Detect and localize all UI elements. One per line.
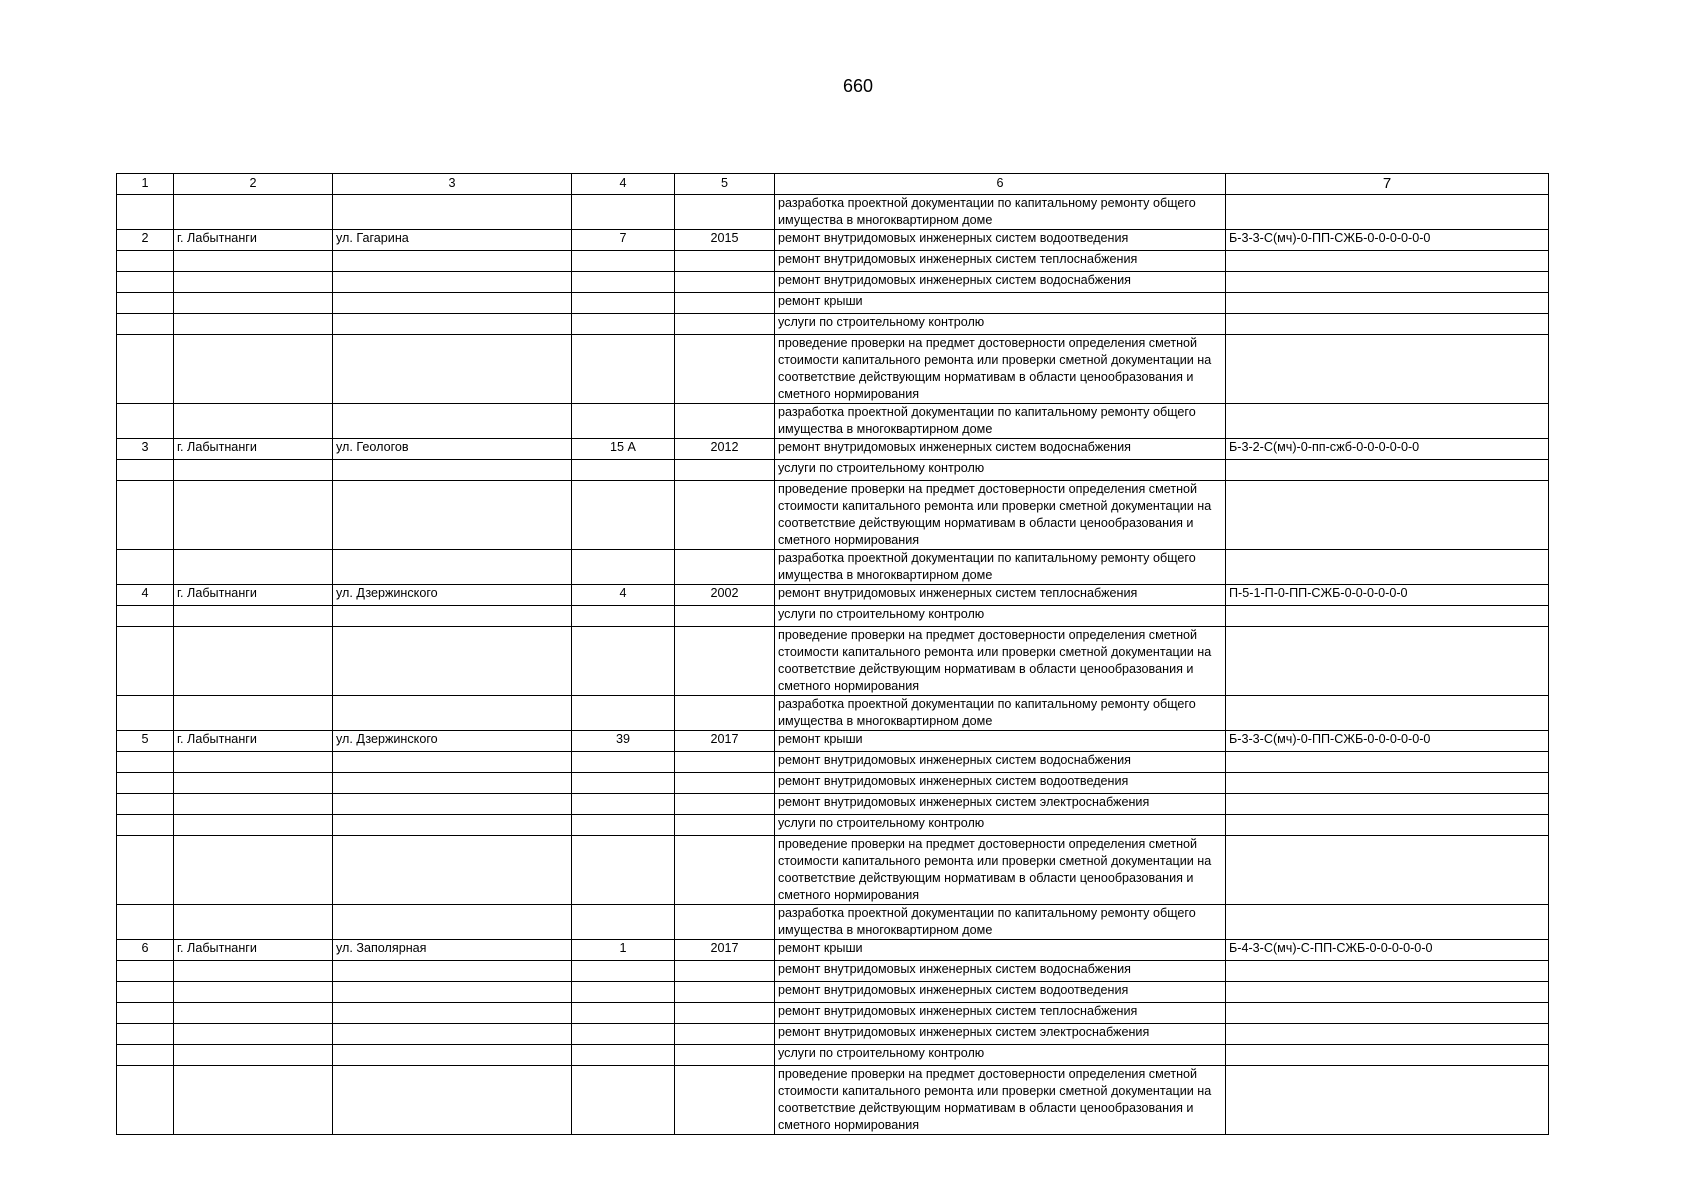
house-number-cell <box>572 794 675 815</box>
house-number-cell <box>572 481 675 550</box>
row-number-cell <box>117 272 174 293</box>
house-number-cell <box>572 404 675 439</box>
house-number-cell <box>572 195 675 230</box>
street-cell <box>333 982 572 1003</box>
city-cell <box>174 982 333 1003</box>
work-type-cell: проведение проверки на предмет достоверности определения сметной стоимости капитального ремонта или проверки сметной документации на соответствие действующим нормативам в области ценообразования и сметного нормирования <box>775 1066 1226 1135</box>
street-cell <box>333 794 572 815</box>
house-number-cell <box>572 293 675 314</box>
city-cell <box>174 293 333 314</box>
street-cell <box>333 404 572 439</box>
row-number-cell <box>117 606 174 627</box>
year-cell <box>675 272 775 293</box>
row-number-cell: 4 <box>117 585 174 606</box>
house-code-cell <box>1226 550 1549 585</box>
table-row <box>117 696 1549 731</box>
work-type-cell: ремонт внутридомовых инженерных систем водоснабжения <box>775 961 1226 982</box>
work-type-cell: услуги по строительному контролю <box>775 606 1226 627</box>
row-number-cell <box>117 195 174 230</box>
page-number: 660 <box>842 76 874 96</box>
street-cell <box>333 905 572 940</box>
row-number-cell <box>117 627 174 696</box>
city-cell: г. Лабытнанги <box>174 731 333 752</box>
street-cell: ул. Гагарина <box>333 230 572 251</box>
house-number-cell <box>572 1045 675 1066</box>
table-row <box>117 1045 1549 1066</box>
city-cell <box>174 314 333 335</box>
year-cell <box>675 773 775 794</box>
row-number-cell <box>117 1003 174 1024</box>
street-cell: ул. Дзержинского <box>333 731 572 752</box>
street-cell <box>333 481 572 550</box>
table-row <box>117 272 1549 293</box>
city-cell <box>174 815 333 836</box>
city-cell <box>174 1045 333 1066</box>
row-number-cell <box>117 335 174 404</box>
row-number-cell <box>117 773 174 794</box>
house-number-cell: 39 <box>572 731 675 752</box>
street-cell <box>333 1066 572 1135</box>
table-header-row <box>117 174 1549 195</box>
row-number-cell <box>117 460 174 481</box>
street-cell <box>333 251 572 272</box>
work-type-cell: разработка проектной документации по капитальному ремонту общего имущества в многоквартирном доме <box>775 905 1226 940</box>
year-cell <box>675 752 775 773</box>
city-cell <box>174 836 333 905</box>
year-cell <box>675 606 775 627</box>
repair-schedule-table <box>116 173 1549 1135</box>
house-number-cell <box>572 1066 675 1135</box>
house-code-cell <box>1226 314 1549 335</box>
city-cell <box>174 195 333 230</box>
work-type-cell: ремонт крыши <box>775 731 1226 752</box>
city-cell <box>174 696 333 731</box>
table-row <box>117 905 1549 940</box>
table-row <box>117 836 1549 905</box>
house-number-cell <box>572 335 675 404</box>
column-header: 6 <box>775 174 1226 195</box>
table-row <box>117 773 1549 794</box>
house-code-cell <box>1226 627 1549 696</box>
street-cell <box>333 606 572 627</box>
row-number-cell <box>117 550 174 585</box>
year-cell <box>675 195 775 230</box>
table-row <box>117 961 1549 982</box>
column-header: 4 <box>572 174 675 195</box>
house-code-cell: Б-3-3-С(мч)-0-ПП-СЖБ-0-0-0-0-0-0 <box>1226 230 1549 251</box>
year-cell <box>675 1003 775 1024</box>
work-type-cell: услуги по строительному контролю <box>775 314 1226 335</box>
house-code-cell <box>1226 404 1549 439</box>
street-cell <box>333 627 572 696</box>
house-number-cell <box>572 815 675 836</box>
city-cell <box>174 794 333 815</box>
street-cell: ул. Заполярная <box>333 940 572 961</box>
column-header: 3 <box>333 174 572 195</box>
city-cell: г. Лабытнанги <box>174 585 333 606</box>
city-cell: г. Лабытнанги <box>174 230 333 251</box>
city-cell <box>174 335 333 404</box>
house-code-cell <box>1226 335 1549 404</box>
house-code-cell <box>1226 251 1549 272</box>
house-code-cell <box>1226 1045 1549 1066</box>
work-type-cell: проведение проверки на предмет достоверности определения сметной стоимости капитального ремонта или проверки сметной документации на соответствие действующим нормативам в области ценообразования и сметного нормирования <box>775 335 1226 404</box>
city-cell <box>174 627 333 696</box>
house-number-cell <box>572 606 675 627</box>
city-cell <box>174 752 333 773</box>
work-type-cell: ремонт внутридомовых инженерных систем водоснабжения <box>775 752 1226 773</box>
year-cell <box>675 905 775 940</box>
table-row <box>117 251 1549 272</box>
house-code-cell <box>1226 773 1549 794</box>
house-code-cell <box>1226 460 1549 481</box>
city-cell <box>174 606 333 627</box>
street-cell <box>333 314 572 335</box>
street-cell <box>333 1024 572 1045</box>
house-code-cell <box>1226 1024 1549 1045</box>
work-type-cell: ремонт внутридомовых инженерных систем водоотведения <box>775 982 1226 1003</box>
row-number-cell <box>117 404 174 439</box>
row-number-cell: 5 <box>117 731 174 752</box>
street-cell <box>333 1003 572 1024</box>
work-type-cell: услуги по строительному контролю <box>775 815 1226 836</box>
work-type-cell: ремонт внутридомовых инженерных систем теплоснабжения <box>775 251 1226 272</box>
table-row <box>117 606 1549 627</box>
house-code-cell <box>1226 293 1549 314</box>
table-row <box>117 460 1549 481</box>
street-cell <box>333 815 572 836</box>
house-number-cell <box>572 1003 675 1024</box>
house-code-cell <box>1226 961 1549 982</box>
row-number-cell <box>117 961 174 982</box>
column-header: 7 <box>1226 174 1549 195</box>
city-cell <box>174 272 333 293</box>
year-cell: 2017 <box>675 731 775 752</box>
year-cell <box>675 293 775 314</box>
year-cell <box>675 1066 775 1135</box>
work-type-cell: ремонт внутридомовых инженерных систем электроснабжения <box>775 794 1226 815</box>
row-number-cell: 3 <box>117 439 174 460</box>
house-code-cell <box>1226 1003 1549 1024</box>
street-cell: ул. Геологов <box>333 439 572 460</box>
table-row <box>117 585 1549 606</box>
house-number-cell <box>572 982 675 1003</box>
house-number-cell <box>572 905 675 940</box>
table-row <box>117 940 1549 961</box>
table-row <box>117 1003 1549 1024</box>
table-row <box>117 439 1549 460</box>
city-cell <box>174 961 333 982</box>
house-number-cell <box>572 1024 675 1045</box>
year-cell <box>675 794 775 815</box>
table-row <box>117 293 1549 314</box>
house-code-cell <box>1226 836 1549 905</box>
year-cell <box>675 481 775 550</box>
street-cell <box>333 550 572 585</box>
work-type-cell: услуги по строительному контролю <box>775 460 1226 481</box>
city-cell <box>174 404 333 439</box>
table-row <box>117 335 1549 404</box>
year-cell <box>675 836 775 905</box>
house-number-cell <box>572 251 675 272</box>
city-cell <box>174 550 333 585</box>
city-cell <box>174 251 333 272</box>
house-number-cell <box>572 961 675 982</box>
row-number-cell <box>117 293 174 314</box>
city-cell <box>174 1066 333 1135</box>
house-number-cell: 15 А <box>572 439 675 460</box>
street-cell <box>333 752 572 773</box>
table-row <box>117 815 1549 836</box>
table-row <box>117 195 1549 230</box>
year-cell <box>675 460 775 481</box>
table-row <box>117 1066 1549 1135</box>
city-cell: г. Лабытнанги <box>174 940 333 961</box>
house-number-cell <box>572 550 675 585</box>
street-cell <box>333 335 572 404</box>
year-cell <box>675 961 775 982</box>
work-type-cell: проведение проверки на предмет достоверности определения сметной стоимости капитального ремонта или проверки сметной документации на соответствие действующим нормативам в области ценообразования и сметного нормирования <box>775 836 1226 905</box>
year-cell: 2015 <box>675 230 775 251</box>
house-code-cell <box>1226 195 1549 230</box>
work-type-cell: услуги по строительному контролю <box>775 1045 1226 1066</box>
house-code-cell: П-5-1-П-0-ПП-СЖБ-0-0-0-0-0-0 <box>1226 585 1549 606</box>
work-type-cell: разработка проектной документации по капитальному ремонту общего имущества в многоквартирном доме <box>775 195 1226 230</box>
table-row <box>117 481 1549 550</box>
house-number-cell <box>572 460 675 481</box>
row-number-cell <box>117 752 174 773</box>
row-number-cell <box>117 1066 174 1135</box>
year-cell <box>675 627 775 696</box>
work-type-cell: ремонт внутридомовых инженерных систем электроснабжения <box>775 1024 1226 1045</box>
work-type-cell: ремонт внутридомовых инженерных систем водоснабжения <box>775 439 1226 460</box>
table-row <box>117 731 1549 752</box>
column-header: 1 <box>117 174 174 195</box>
table-row <box>117 1024 1549 1045</box>
street-cell <box>333 836 572 905</box>
column-header: 2 <box>174 174 333 195</box>
house-code-cell <box>1226 982 1549 1003</box>
city-cell <box>174 905 333 940</box>
house-code-cell <box>1226 481 1549 550</box>
house-code-cell <box>1226 905 1549 940</box>
street-cell <box>333 195 572 230</box>
city-cell <box>174 1003 333 1024</box>
city-cell <box>174 1024 333 1045</box>
work-type-cell: ремонт внутридомовых инженерных систем теплоснабжения <box>775 1003 1226 1024</box>
year-cell <box>675 696 775 731</box>
table-row <box>117 404 1549 439</box>
year-cell: 2002 <box>675 585 775 606</box>
row-number-cell <box>117 696 174 731</box>
street-cell <box>333 696 572 731</box>
work-type-cell: проведение проверки на предмет достоверности определения сметной стоимости капитального ремонта или проверки сметной документации на соответствие действующим нормативам в области ценообразования и сметного нормирования <box>775 627 1226 696</box>
house-number-cell <box>572 836 675 905</box>
work-type-cell: ремонт крыши <box>775 940 1226 961</box>
year-cell: 2012 <box>675 439 775 460</box>
row-number-cell <box>117 481 174 550</box>
year-cell <box>675 314 775 335</box>
city-cell: г. Лабытнанги <box>174 439 333 460</box>
work-type-cell: ремонт внутридомовых инженерных систем водоотведения <box>775 773 1226 794</box>
street-cell <box>333 293 572 314</box>
house-code-cell: Б-4-3-С(мч)-С-ПП-СЖБ-0-0-0-0-0-0 <box>1226 940 1549 961</box>
work-type-cell: ремонт внутридомовых инженерных систем теплоснабжения <box>775 585 1226 606</box>
work-type-cell: ремонт внутридомовых инженерных систем водоотведения <box>775 230 1226 251</box>
table-row <box>117 230 1549 251</box>
street-cell <box>333 1045 572 1066</box>
row-number-cell: 2 <box>117 230 174 251</box>
street-cell <box>333 961 572 982</box>
work-type-cell: разработка проектной документации по капитальному ремонту общего имущества в многоквартирном доме <box>775 696 1226 731</box>
house-number-cell <box>572 752 675 773</box>
year-cell <box>675 982 775 1003</box>
year-cell <box>675 335 775 404</box>
year-cell <box>675 1024 775 1045</box>
table-row <box>117 752 1549 773</box>
work-type-cell: проведение проверки на предмет достоверности определения сметной стоимости капитального ремонта или проверки сметной документации на соответствие действующим нормативам в области ценообразования и сметного нормирования <box>775 481 1226 550</box>
table-row <box>117 627 1549 696</box>
table-row <box>117 314 1549 335</box>
year-cell: 2017 <box>675 940 775 961</box>
house-code-cell <box>1226 696 1549 731</box>
year-cell <box>675 550 775 585</box>
year-cell <box>675 1045 775 1066</box>
column-header: 5 <box>675 174 775 195</box>
street-cell: ул. Дзержинского <box>333 585 572 606</box>
street-cell <box>333 272 572 293</box>
house-number-cell <box>572 627 675 696</box>
work-type-cell: разработка проектной документации по капитальному ремонту общего имущества в многоквартирном доме <box>775 550 1226 585</box>
house-number-cell: 1 <box>572 940 675 961</box>
row-number-cell <box>117 982 174 1003</box>
house-code-cell <box>1226 606 1549 627</box>
row-number-cell <box>117 1024 174 1045</box>
work-type-cell: ремонт внутридомовых инженерных систем водоснабжения <box>775 272 1226 293</box>
year-cell <box>675 251 775 272</box>
row-number-cell <box>117 794 174 815</box>
house-code-cell: Б-3-2-С(мч)-0-пп-сжб-0-0-0-0-0-0 <box>1226 439 1549 460</box>
work-type-cell: разработка проектной документации по капитальному ремонту общего имущества в многоквартирном доме <box>775 404 1226 439</box>
house-code-cell <box>1226 1066 1549 1135</box>
year-cell <box>675 404 775 439</box>
house-number-cell <box>572 314 675 335</box>
row-number-cell <box>117 905 174 940</box>
house-code-cell <box>1226 752 1549 773</box>
house-code-cell <box>1226 815 1549 836</box>
house-code-cell <box>1226 272 1549 293</box>
house-number-cell: 7 <box>572 230 675 251</box>
house-number-cell <box>572 696 675 731</box>
house-code-cell <box>1226 794 1549 815</box>
row-number-cell <box>117 1045 174 1066</box>
row-number-cell <box>117 836 174 905</box>
house-number-cell <box>572 272 675 293</box>
city-cell <box>174 773 333 794</box>
street-cell <box>333 773 572 794</box>
row-number-cell: 6 <box>117 940 174 961</box>
table-row <box>117 794 1549 815</box>
house-number-cell: 4 <box>572 585 675 606</box>
street-cell <box>333 460 572 481</box>
table-row <box>117 982 1549 1003</box>
city-cell <box>174 460 333 481</box>
row-number-cell <box>117 314 174 335</box>
year-cell <box>675 815 775 836</box>
row-number-cell <box>117 815 174 836</box>
house-code-cell: Б-3-3-С(мч)-0-ПП-СЖБ-0-0-0-0-0-0 <box>1226 731 1549 752</box>
work-type-cell: ремонт крыши <box>775 293 1226 314</box>
table-row <box>117 550 1549 585</box>
row-number-cell <box>117 251 174 272</box>
city-cell <box>174 481 333 550</box>
house-number-cell <box>572 773 675 794</box>
